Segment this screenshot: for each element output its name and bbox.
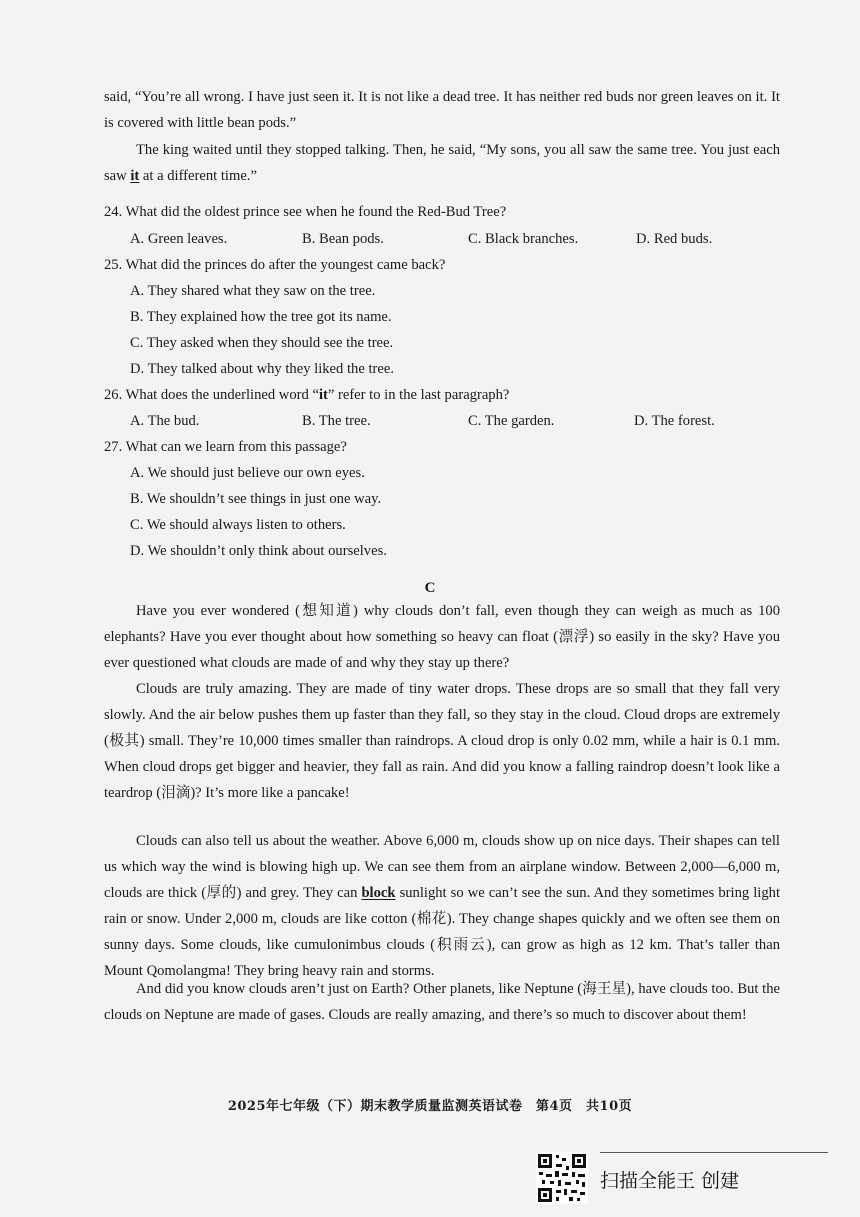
question-26-option-b[interactable]: B. The tree.: [302, 413, 371, 429]
scanner-watermark: 扫描全能王 创建: [600, 1170, 740, 1192]
passage-text: Clouds can also tell us about the weather. Above 6,000 m, clouds show up on nice days. Their shapes can tell us which way the wind is blowing high up. We can see them from an airplane window. Between 2,000—6,000 m, clouds are thick (厚的) and grey. They can: [104, 833, 780, 901]
section-title: C: [424, 580, 436, 596]
divider: [600, 1152, 828, 1153]
question-24-option-d[interactable]: D. Red buds.: [636, 231, 713, 247]
story-text: The king waited until they stopped talking. Then, he said, “My sons, you all saw the same tree. You just each saw: [104, 142, 780, 184]
question-24-option-c[interactable]: C. Black branches.: [468, 231, 579, 247]
story-paragraph: said, “You’re all wrong. I have just seen it. It is not like a dead tree. It has neither red buds nor green leaves on it. It is covered with little bean pods.”: [104, 89, 780, 131]
question-25-option-a[interactable]: A. They shared what they saw on the tree.: [130, 283, 376, 299]
question-26-option-c[interactable]: C. The garden.: [468, 413, 555, 429]
question-25-stem: 25. What did the princes do after the youngest came back?: [104, 257, 446, 273]
question-24-option-b[interactable]: B. Bean pods.: [302, 231, 384, 247]
underlined-word: block: [361, 885, 396, 901]
question-27-option-a[interactable]: A. We should just believe our own eyes.: [130, 465, 365, 481]
question-26-option-d[interactable]: D. The forest.: [634, 413, 715, 429]
question-25-option-d[interactable]: D. They talked about why they liked the tree.: [130, 361, 394, 377]
question-26-text: ” refer to in the last paragraph?: [327, 387, 510, 403]
question-27-option-b[interactable]: B. We shouldn’t see things in just one way.: [130, 491, 382, 507]
passage-text: sunlight so we can’t see the sun. And they sometimes bring light rain or snow. Under 2,000 m, clouds are like cotton (棉花). They change shapes quickly and we often see them on sunny days. Some clouds, like cumulonimbus clouds (积雨云), can grow as high as 12 km. That’s taller than Mount Qomolangma! They bring heavy rain and storms.: [104, 885, 781, 979]
page-footer: 2025年七年级（下）期末教学质量监测英语试卷 第4页 共10页: [227, 1099, 633, 1114]
question-26-option-a[interactable]: A. The bud.: [130, 413, 200, 429]
passage-paragraph-1: Have you ever wondered (想知道) why clouds don’t fall, even though they can weigh as much as 100 elephants? Have you ever thought about how something so heavy can float (漂浮) so easily in the sky? Have you ever questioned what clouds are made of and why they stay up there?: [104, 603, 780, 671]
passage-paragraph-4: And did you know clouds aren’t just on Earth? Other planets, like Neptune (海王星), have clouds too. But the clouds on Neptune are made of gases. Clouds are really amazing, and there’s so much to discover about them!: [104, 981, 780, 1023]
question-24-stem: 24. What did the oldest prince see when he found the Red-Bud Tree?: [104, 204, 507, 220]
question-26-stem: [104, 382, 509, 408]
question-26-text: 26. What does the underlined word “: [104, 387, 319, 403]
question-27-option-c[interactable]: C. We should always listen to others.: [130, 517, 346, 533]
question-25-option-c[interactable]: C. They asked when they should see the tree.: [130, 335, 394, 351]
question-24-option-a[interactable]: A. Green leaves.: [130, 231, 228, 247]
story-paragraph-final: [104, 137, 780, 189]
qr-code-icon: [536, 1152, 588, 1204]
passage-paragraph-3: [104, 828, 780, 984]
story-text: at a different time.”: [139, 168, 257, 184]
question-27-stem: 27. What can we learn from this passage?: [104, 439, 347, 455]
underlined-word: it: [130, 168, 140, 184]
question-25-option-b[interactable]: B. They explained how the tree got its name.: [130, 309, 392, 325]
question-26-bold-word: it: [318, 387, 328, 403]
passage-paragraph-2: Clouds are truly amazing. They are made of tiny water drops. These drops are so small that they fall very slowly. And the air below pushes them up faster than they fall, so they stay in the cloud. Cloud drops are extremely (极其) small. They’re 10,000 times smaller than raindrops. A cloud drop is only 0.02 mm, while a hair is 0.1 mm. When cloud drops get bigger and heavier, they fall as rain. And did you know a falling raindrop doesn’t look like a teardrop (泪滴)? It’s more like a pancake!: [104, 681, 780, 801]
question-27-option-d[interactable]: D. We shouldn’t only think about ourselves.: [130, 543, 387, 559]
